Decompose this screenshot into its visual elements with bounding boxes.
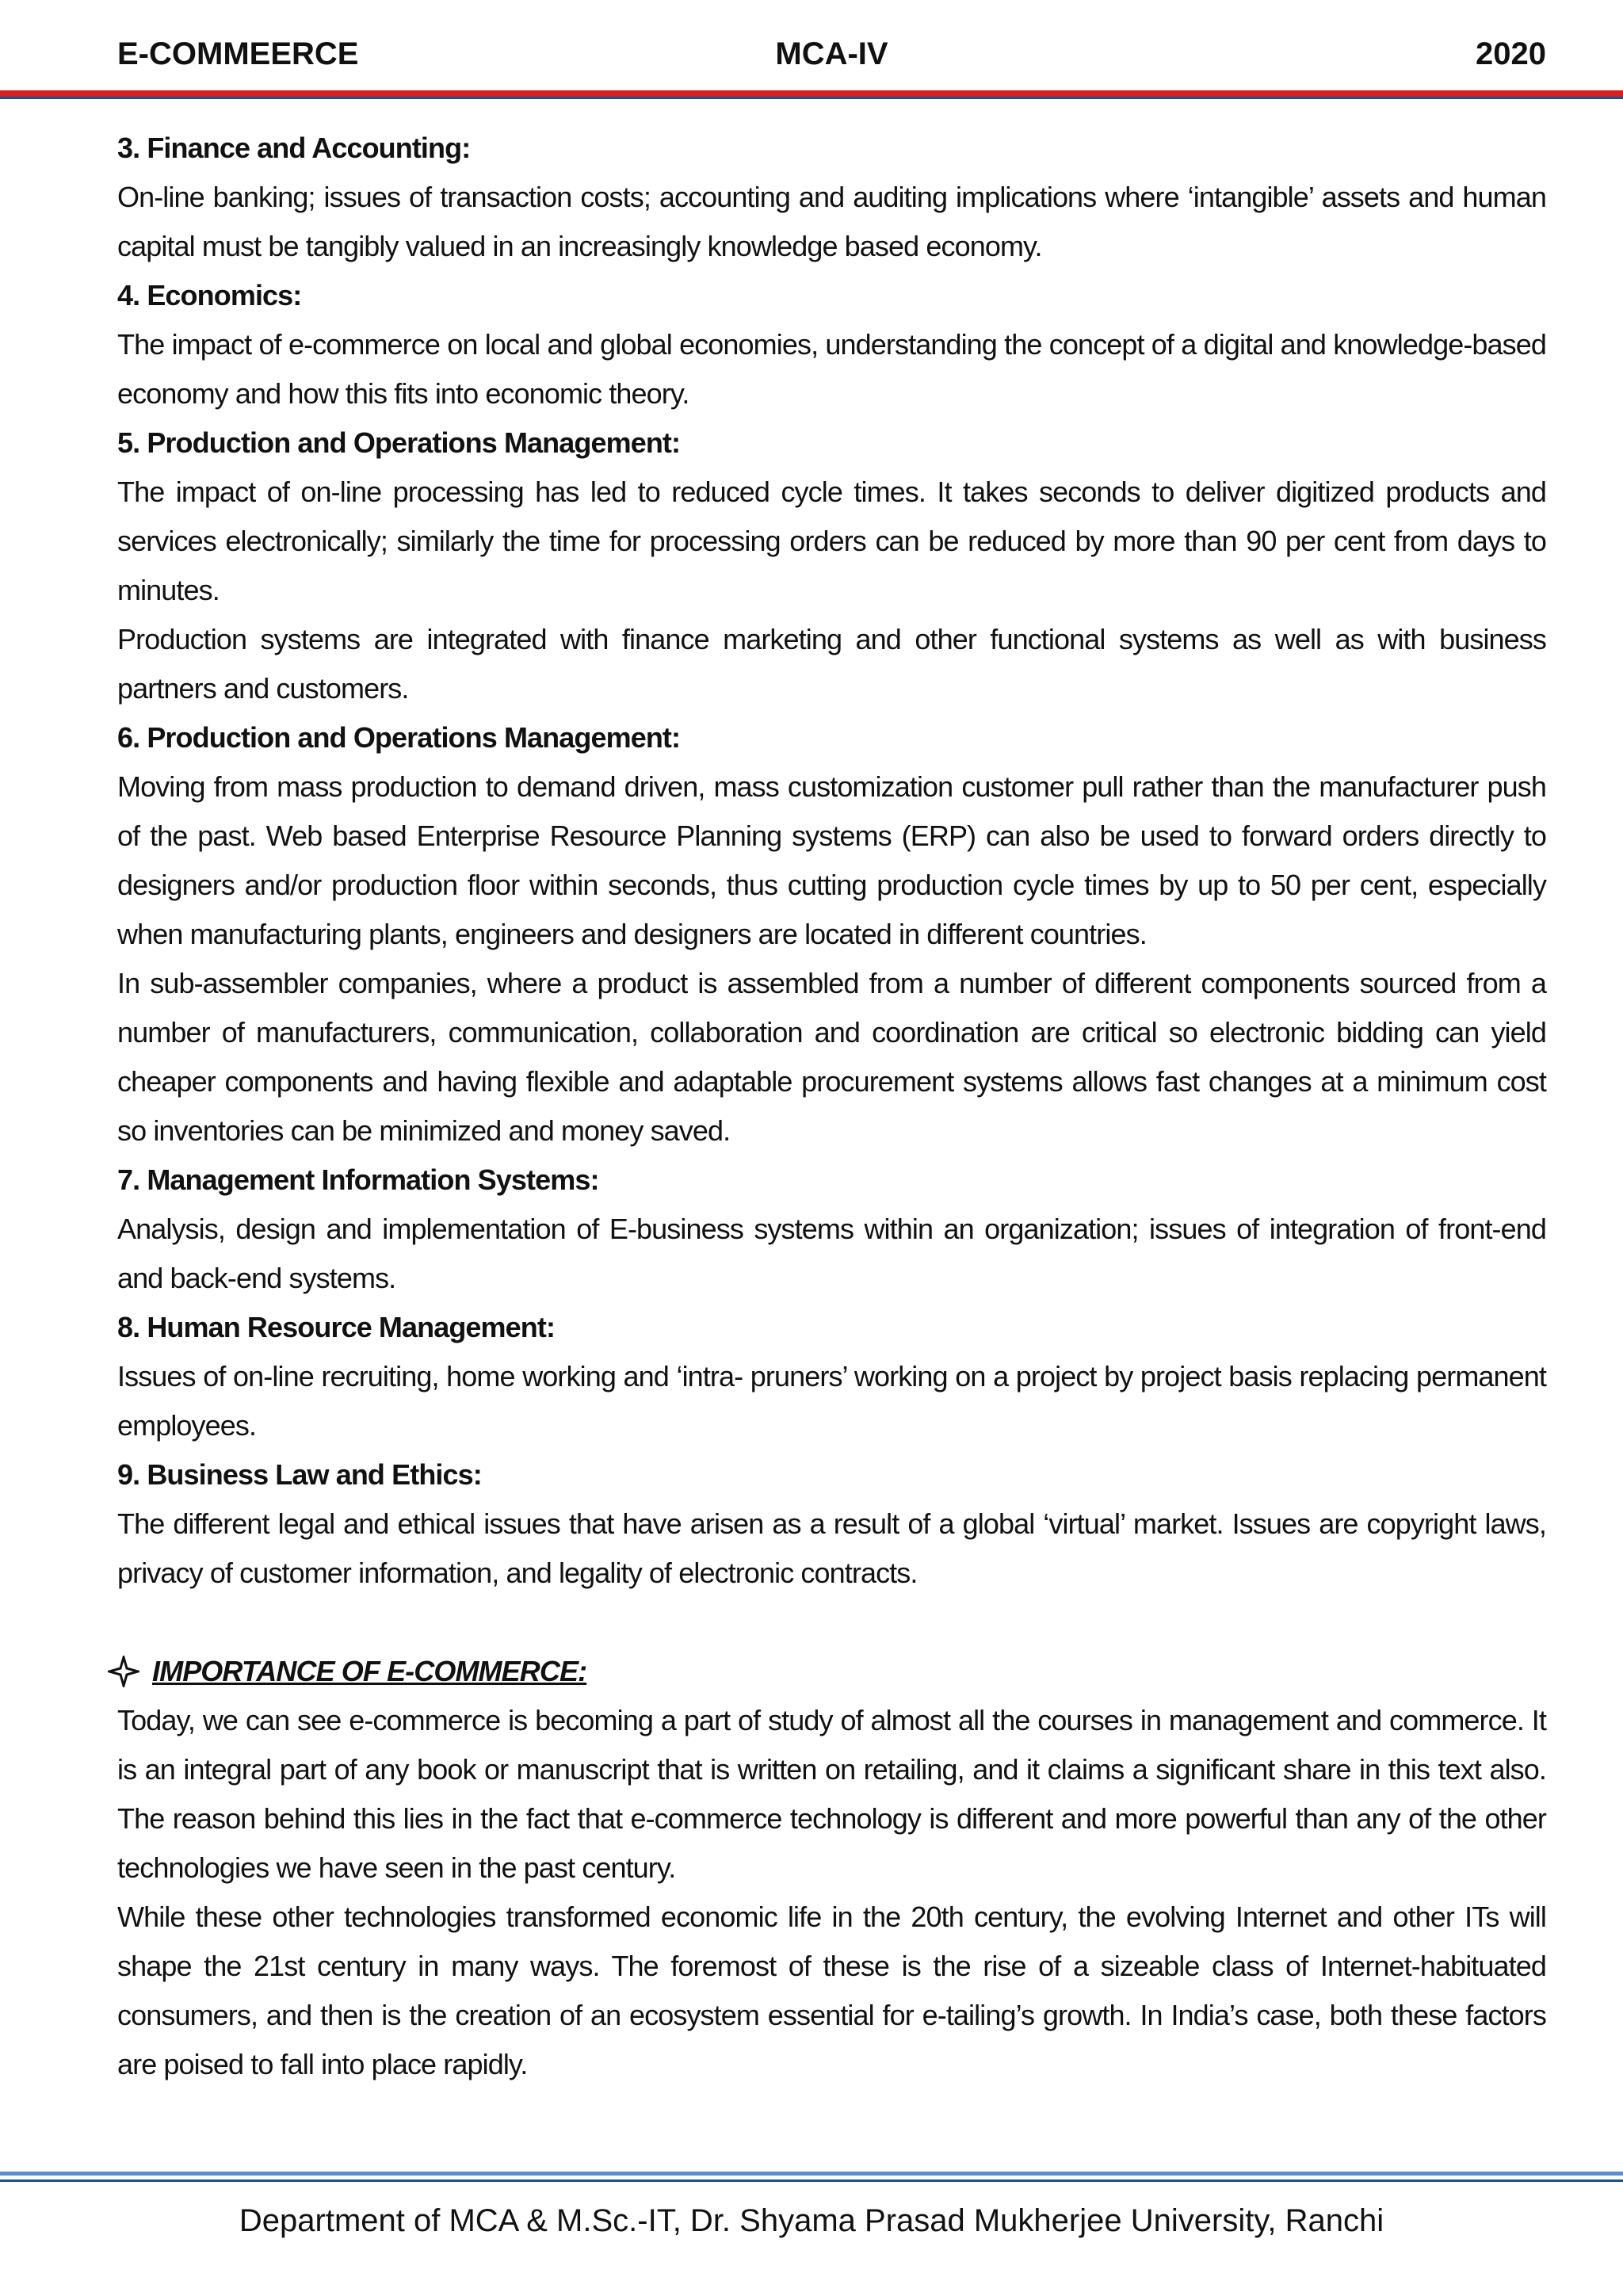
importance-title: IMPORTANCE OF E-COMMERCE: [152, 1655, 587, 1687]
section-heading-law-ethics: 9. Business Law and Ethics: [117, 1458, 482, 1491]
section-paragraph: Issues of on-line recruiting, home working and ‘intra- pruners’ working on a project by project basis replacing permanent employees. [117, 1360, 1546, 1442]
page-content [117, 124, 1546, 2089]
section-heading-hrm: 8. Human Resource Management: [117, 1311, 556, 1343]
header-year: 2020 [1476, 36, 1546, 71]
section-heading-economics: 4. Economics: [117, 279, 302, 311]
section-paragraph: The impact of e-commerce on local and global economies, understanding the concept of a digital and knowledge-based economy and how this fits into economic theory. [117, 328, 1546, 410]
footer-divider-underline [0, 2179, 1623, 2182]
header-course: E-COMMEERCE [117, 36, 359, 71]
section-paragraph: On-line banking; issues of transaction costs; accounting and auditing implications where ‘intangible’ assets and human capital must be tangibly valued in an increasingly knowledge based economy. [117, 181, 1546, 262]
section-paragraph: The impact of on-line processing has led to reduced cycle times. It takes seconds to deliver digitized products and services electronically; similarly the time for processing orders can be reduced by more than 90 per cent from days to minutes. [117, 476, 1546, 606]
section-paragraph: Analysis, design and implementation of E-business systems within an organization; issues of integration of front-end and back-end systems. [117, 1213, 1546, 1294]
header-program: MCA-IV [775, 36, 888, 71]
four-point-star-icon [108, 1656, 139, 1687]
importance-heading [108, 1647, 1537, 1696]
section-paragraph: Moving from mass production to demand driven, mass customization customer pull rather than the manufacturer push of the past. Web based Enterprise Resource Planning systems (ERP) can also be used to forward orders directly to designers and/or production floor within seconds, thus cutting production cycle times by up to 50 per cent, especially when manufacturing plants, engineers and designers are located in different countries. [117, 770, 1546, 950]
section-heading-mis: 7. Management Information Systems: [117, 1163, 599, 1196]
section-paragraph: The different legal and ethical issues that have arisen as a result of a global ‘virtual’ market. Issues are copyright laws, privacy of customer information, and legality of electronic contracts. [117, 1507, 1546, 1589]
section-heading-production-1: 5. Production and Operations Management: [117, 426, 681, 459]
page-header [117, 36, 1546, 81]
header-divider-underline [0, 97, 1623, 99]
importance-paragraph: While these other technologies transformed economic life in the 20th century, the evolving Internet and other ITs will shape the 21st century in many ways. The foremost of these is the rise of a sizeable class of Internet-habituated consumers, and then is the creation of an ecosystem essential for e-tailing’s growth. In India’s case, both these factors are poised to fall into place rapidly. [117, 1901, 1546, 2080]
importance-paragraph: Today, we can see e-commerce is becoming a part of study of almost all the courses in management and commerce. It is an integral part of any book or manuscript that is written on retailing, and it claims a significant share in this text also. The reason behind this lies in the fact that e-commerce technology is different and more powerful than any of the other technologies we have seen in the past century. [117, 1704, 1546, 1884]
section-paragraph: In sub-assembler companies, where a product is assembled from a number of different components sourced from a number of manufacturers, communication, collaboration and coordination are critical so electronic bidding can yield cheaper components and having flexible and adaptable procurement systems allows fast changes at a minimum cost so inventories can be minimized and money saved. [117, 967, 1546, 1147]
header-divider [0, 90, 1623, 97]
page-footer: Department of MCA & M.Sc.-IT, Dr. Shyama Prasad Mukherjee University, Ranchi [239, 2203, 1384, 2238]
footer-divider [0, 2172, 1623, 2176]
section-heading-finance: 3. Finance and Accounting: [117, 132, 471, 164]
section-paragraph: Production systems are integrated with finance marketing and other functional systems as well as with business partners and customers. [117, 623, 1546, 705]
section-heading-production-2: 6. Production and Operations Management: [117, 721, 681, 754]
